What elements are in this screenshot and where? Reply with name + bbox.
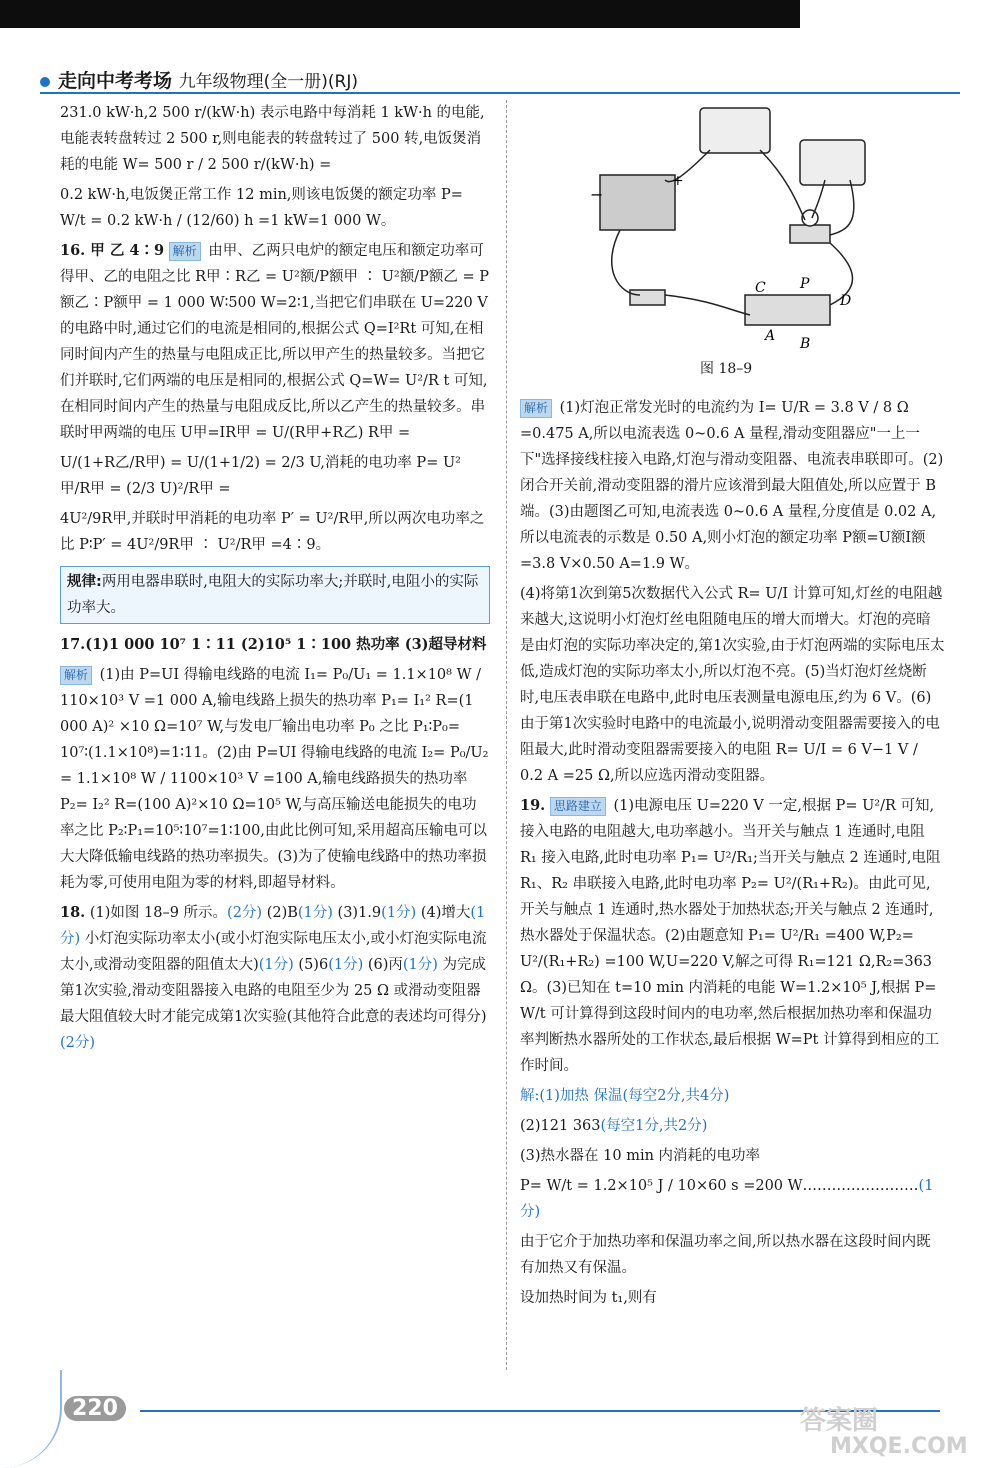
score: (1分) bbox=[381, 905, 417, 921]
score: (2分) bbox=[60, 1035, 96, 1051]
score: (1分) bbox=[297, 905, 333, 921]
rheostat bbox=[745, 295, 830, 325]
solution-6: 设加热时间为 t₁,则有 bbox=[520, 1290, 657, 1306]
q16-head: 16. 甲 乙 4∶9 bbox=[60, 242, 165, 259]
voltmeter bbox=[800, 140, 865, 185]
right-column bbox=[520, 395, 945, 1315]
q18-head: 18. bbox=[60, 904, 86, 921]
q18-answer bbox=[60, 900, 490, 1056]
q18-part6: (6)丙 bbox=[367, 957, 403, 973]
book-title: 走向中考考场 bbox=[58, 70, 173, 92]
ammeter bbox=[700, 108, 770, 153]
rule-text: 两用电器串联时,电阻大的实际功率大;并联时,电阻小的实际功率大。 bbox=[67, 574, 479, 616]
score: (每空1分,共2分) bbox=[600, 1118, 708, 1134]
q16-answer bbox=[60, 238, 490, 446]
q18-part4: (4)增大 bbox=[420, 905, 471, 921]
q18-analysis-2: (4)将第1次到第5次数据代入公式 R= U/I 计算可知,灯丝的电阻越来越大,这说明小灯泡灯丝电阻随电压的增大而增大。灯泡的亮暗是由灯泡的实际功率决定的,第1次实验,由于灯泡两端的实际电压太低,造成灯泡的实际功率太小,所以灯泡不亮。(5)当灯泡灯丝烧断时,电压表串联在电路中,此时电压表测量电源电压,约为 6 V。(6)由于第1次实验时电路中的电流最小,说明滑动变阻器需要接入的电阻最大,此时滑动变阻器需要接入的电阻 R= U/I = 6 V−1 V / 0.2 A =25 Ω,所以应选丙滑动变阻器。 bbox=[520, 586, 945, 784]
analysis-tag: 解析 bbox=[520, 399, 552, 418]
sol1-text: 解:(1)加热 保温 bbox=[520, 1088, 623, 1104]
solution-2 bbox=[520, 1113, 945, 1139]
q19-analysis: (1)电源电压 U=220 V 一定,根据 P= U²/R 可知,接入电路的电阻越大,电功率越小。当开关与触点 1 连通时,电阻 R₁ 接入电路,此时电功率 P₁= U²/R₁;当开关与触点 2 连通时,电阻 R₁、R₂ 串联接入电路,此时电功率 P₂= U²/(R₁+R₂)。由此可见,开关与触点 1 连通时,热水器处于加热状态;开关与触点 2 连通时,热水器处于保温状态。(2)由题意知 P₁= U²/R₁ =400 W,P₂= U²/(R₁+R₂) =100 W,U=220 V,解之可得 R₁=121 Ω,R₂=363 Ω。(3)已知在 t=10 min 内消耗的电能 W=1.2×10⁵ J,根据 P= W/t 可计算得到这段时间内的电功率,然后根据加热功率和保温功率判断热水器所处的工作状态,最后根据 W=Pt 计算得到相应的工作时间。 bbox=[520, 798, 941, 1074]
circuit-figure bbox=[560, 100, 950, 360]
q18-analysis-block bbox=[520, 395, 945, 577]
q19-head: 19. bbox=[520, 797, 546, 814]
sol2-text: (2)121 363 bbox=[520, 1118, 601, 1134]
lamp-base bbox=[790, 225, 830, 243]
battery bbox=[600, 175, 675, 230]
label-p: P bbox=[800, 276, 810, 292]
score: (1分) bbox=[402, 957, 438, 973]
label-a: A bbox=[765, 328, 776, 344]
analysis-tag: 解析 bbox=[169, 242, 201, 261]
header-rule bbox=[40, 92, 960, 94]
q15-text-1: 231.0 kW·h,2 500 r/(kW·h) 表示电路中每消耗 1 kW·h 的电能,电能表转盘转过 2 500 r,则电能表的转盘转过了 500 转,电饭煲消耗的电能 W= 500 r / 2 500 r/(kW·h) = bbox=[60, 105, 485, 173]
solution-1 bbox=[520, 1083, 945, 1109]
figure-caption: 图 18–9 bbox=[700, 361, 753, 377]
score: (1分) bbox=[258, 957, 294, 973]
q18-part6b: 为完成第1次实验,滑动变阻器接入电路的电阻至少为 25 Ω 或滑动变阻器最大阻值较大时才能完成第1次实验(其他符合此意的表述均可得分) bbox=[60, 957, 487, 1025]
idea-tag: 思路建立 bbox=[550, 797, 606, 816]
q18-part1: (1)如图 18–9 所示。 bbox=[89, 905, 228, 921]
label-minus: − bbox=[590, 185, 604, 204]
rule-box bbox=[60, 566, 490, 624]
label-c: C bbox=[755, 280, 766, 296]
score: (2分) bbox=[227, 905, 263, 921]
switch bbox=[630, 290, 665, 305]
book-subtitle: 九年级物理(全一册)(RJ) bbox=[178, 72, 358, 92]
score: (1分) bbox=[328, 957, 364, 973]
top-black-bar bbox=[0, 0, 800, 28]
q15-text-2: 0.2 kW·h,电饭煲正常工作 12 min,则该电饭煲的额定功率 P= W/t = 0.2 kW·h / (12/60) h =1 kW=1 000 W。 bbox=[60, 187, 463, 229]
solution-3: (3)热水器在 10 min 内消耗的电功率 bbox=[520, 1148, 761, 1164]
page-header bbox=[40, 66, 358, 93]
corner-decoration bbox=[0, 1370, 62, 1468]
rule-label: 规律: bbox=[67, 574, 102, 590]
sol4-text: P= W/t = 1.2×10⁵ J / 10×60 s =200 W…………………… bbox=[520, 1178, 919, 1194]
left-column bbox=[60, 100, 490, 1060]
q18-part3: (3)1.9 bbox=[337, 905, 382, 921]
label-b: B bbox=[800, 336, 811, 352]
column-divider bbox=[506, 100, 507, 1370]
q16-analysis-2: U/(1+R乙/R甲) = U/(1+1/2) = 2/3 U,消耗的电功率 P= U²甲/R甲 = (2/3 U)²/R甲 = bbox=[60, 455, 461, 497]
label-plus: + bbox=[672, 173, 684, 189]
solution-5: 由于它介于加热功率和保温功率之间,所以热水器在这段时间内既有加热又有保温。 bbox=[520, 1234, 931, 1276]
analysis-tag: 解析 bbox=[60, 666, 92, 685]
q16-analysis-3: 4U²/9R甲,并联时甲消耗的电功率 P′ = U²/R甲,所以两次电功率之比 P∶P′ = 4U²/9R甲 ∶ U²/R甲 =4∶9。 bbox=[60, 511, 485, 553]
score: (每空2分,共4分) bbox=[622, 1088, 730, 1104]
q19-answer bbox=[520, 793, 945, 1079]
watermark-url: MXQE.COM bbox=[830, 1434, 968, 1459]
bullet-icon bbox=[40, 77, 50, 87]
q16-analysis: 由甲、乙两只电炉的额定电压和额定功率可得甲、乙的电阻之比 R甲∶R乙 = U²额/P额甲 ∶ U²额/P额乙 = P额乙∶P额甲 = 1 000 W∶500 W=2∶1,当把它们串联在 U=220 V 的电路中时,通过它们的电流是相同的,根据公式 Q=I²Rt 可知,在相同时间内产生的热量与电阻成正比,所以甲产生的热量较多。当把它们并联时,它们两端的电压是相同的,根据公式 Q=W= U²/R t 可知,在相同时间内产生的热量与电阻成反比,所以乙产生的热量较多。串联时甲两端的电压 U甲=IR甲 = U/(R甲+R乙) R甲 = bbox=[60, 243, 490, 441]
score: (1分) bbox=[60, 905, 486, 947]
q17-analysis-block bbox=[60, 662, 490, 896]
solution-4 bbox=[520, 1173, 945, 1225]
q18-part5: (5)6 bbox=[298, 957, 329, 973]
label-d: D bbox=[840, 293, 852, 309]
q18-analysis-1: (1)灯泡正常发光时的电流约为 I= U/R = 3.8 V / 8 Ω =0.475 A,所以电流表选 0~0.6 A 量程,滑动变阻器应"一上一下"选择接线柱接入电路,灯泡与滑动变阻器、电流表串联即可。(2)闭合开关前,滑动变阻器的滑片应该滑到最大阻值处,所以应置于 B 端。(3)由题图乙可知,电流表选 0~0.6 A 量程,分度值是 0.02 A,所以电流表的示数是 0.50 A,则小灯泡的额定功率 P额=U额I额=3.8 V×0.50 A=1.9 W。 bbox=[520, 400, 944, 572]
page-number: 220 bbox=[64, 1396, 126, 1421]
q18-part4b: 小灯泡实际功率太小(或小灯泡实际电压太小,或小灯泡实际电流太小,或滑动变阻器的阻值太大) bbox=[60, 931, 487, 973]
q17-analysis: (1)由 P=UI 得输电线路的电流 I₁= P₀/U₁ = 1.1×10⁸ W / 110×10³ V =1 000 A,输电线路上损失的热功率 P₁= I₁² R=(1 000 A)² ×10 Ω=10⁷ W,与发电厂输出电功率 P₀ 之比 P₁∶P₀= 10⁷∶(1.1×10⁸)=1∶11。(2)由 P=UI 得输电线路的电流 I₂= P₀/U₂ = 1.1×10⁸ W / 1100×10³ V =100 A,输电线路损失的热功率 P₂= I₂² R=(100 A)²×10 Ω=10⁵ W,与高压输送电能损失的电功率之比 P₂∶P₁=10⁵∶10⁷=1∶100,由此比例可知,采用超高压输电可以大大降低输电线路的热功率损失。(3)为了使输电线路中的热功率损耗为零,可使用电阻为零的材料,即超导材料。 bbox=[60, 667, 489, 891]
q17-answer: 17.(1)1 000 10⁷ 1∶11 (2)10⁵ 1∶100 热功率 (3)超导材料 bbox=[60, 636, 487, 653]
score: (1分) bbox=[520, 1178, 934, 1220]
watermark-logo: 答案圈 bbox=[800, 1406, 879, 1436]
q18-part2: (2)B bbox=[266, 905, 298, 921]
